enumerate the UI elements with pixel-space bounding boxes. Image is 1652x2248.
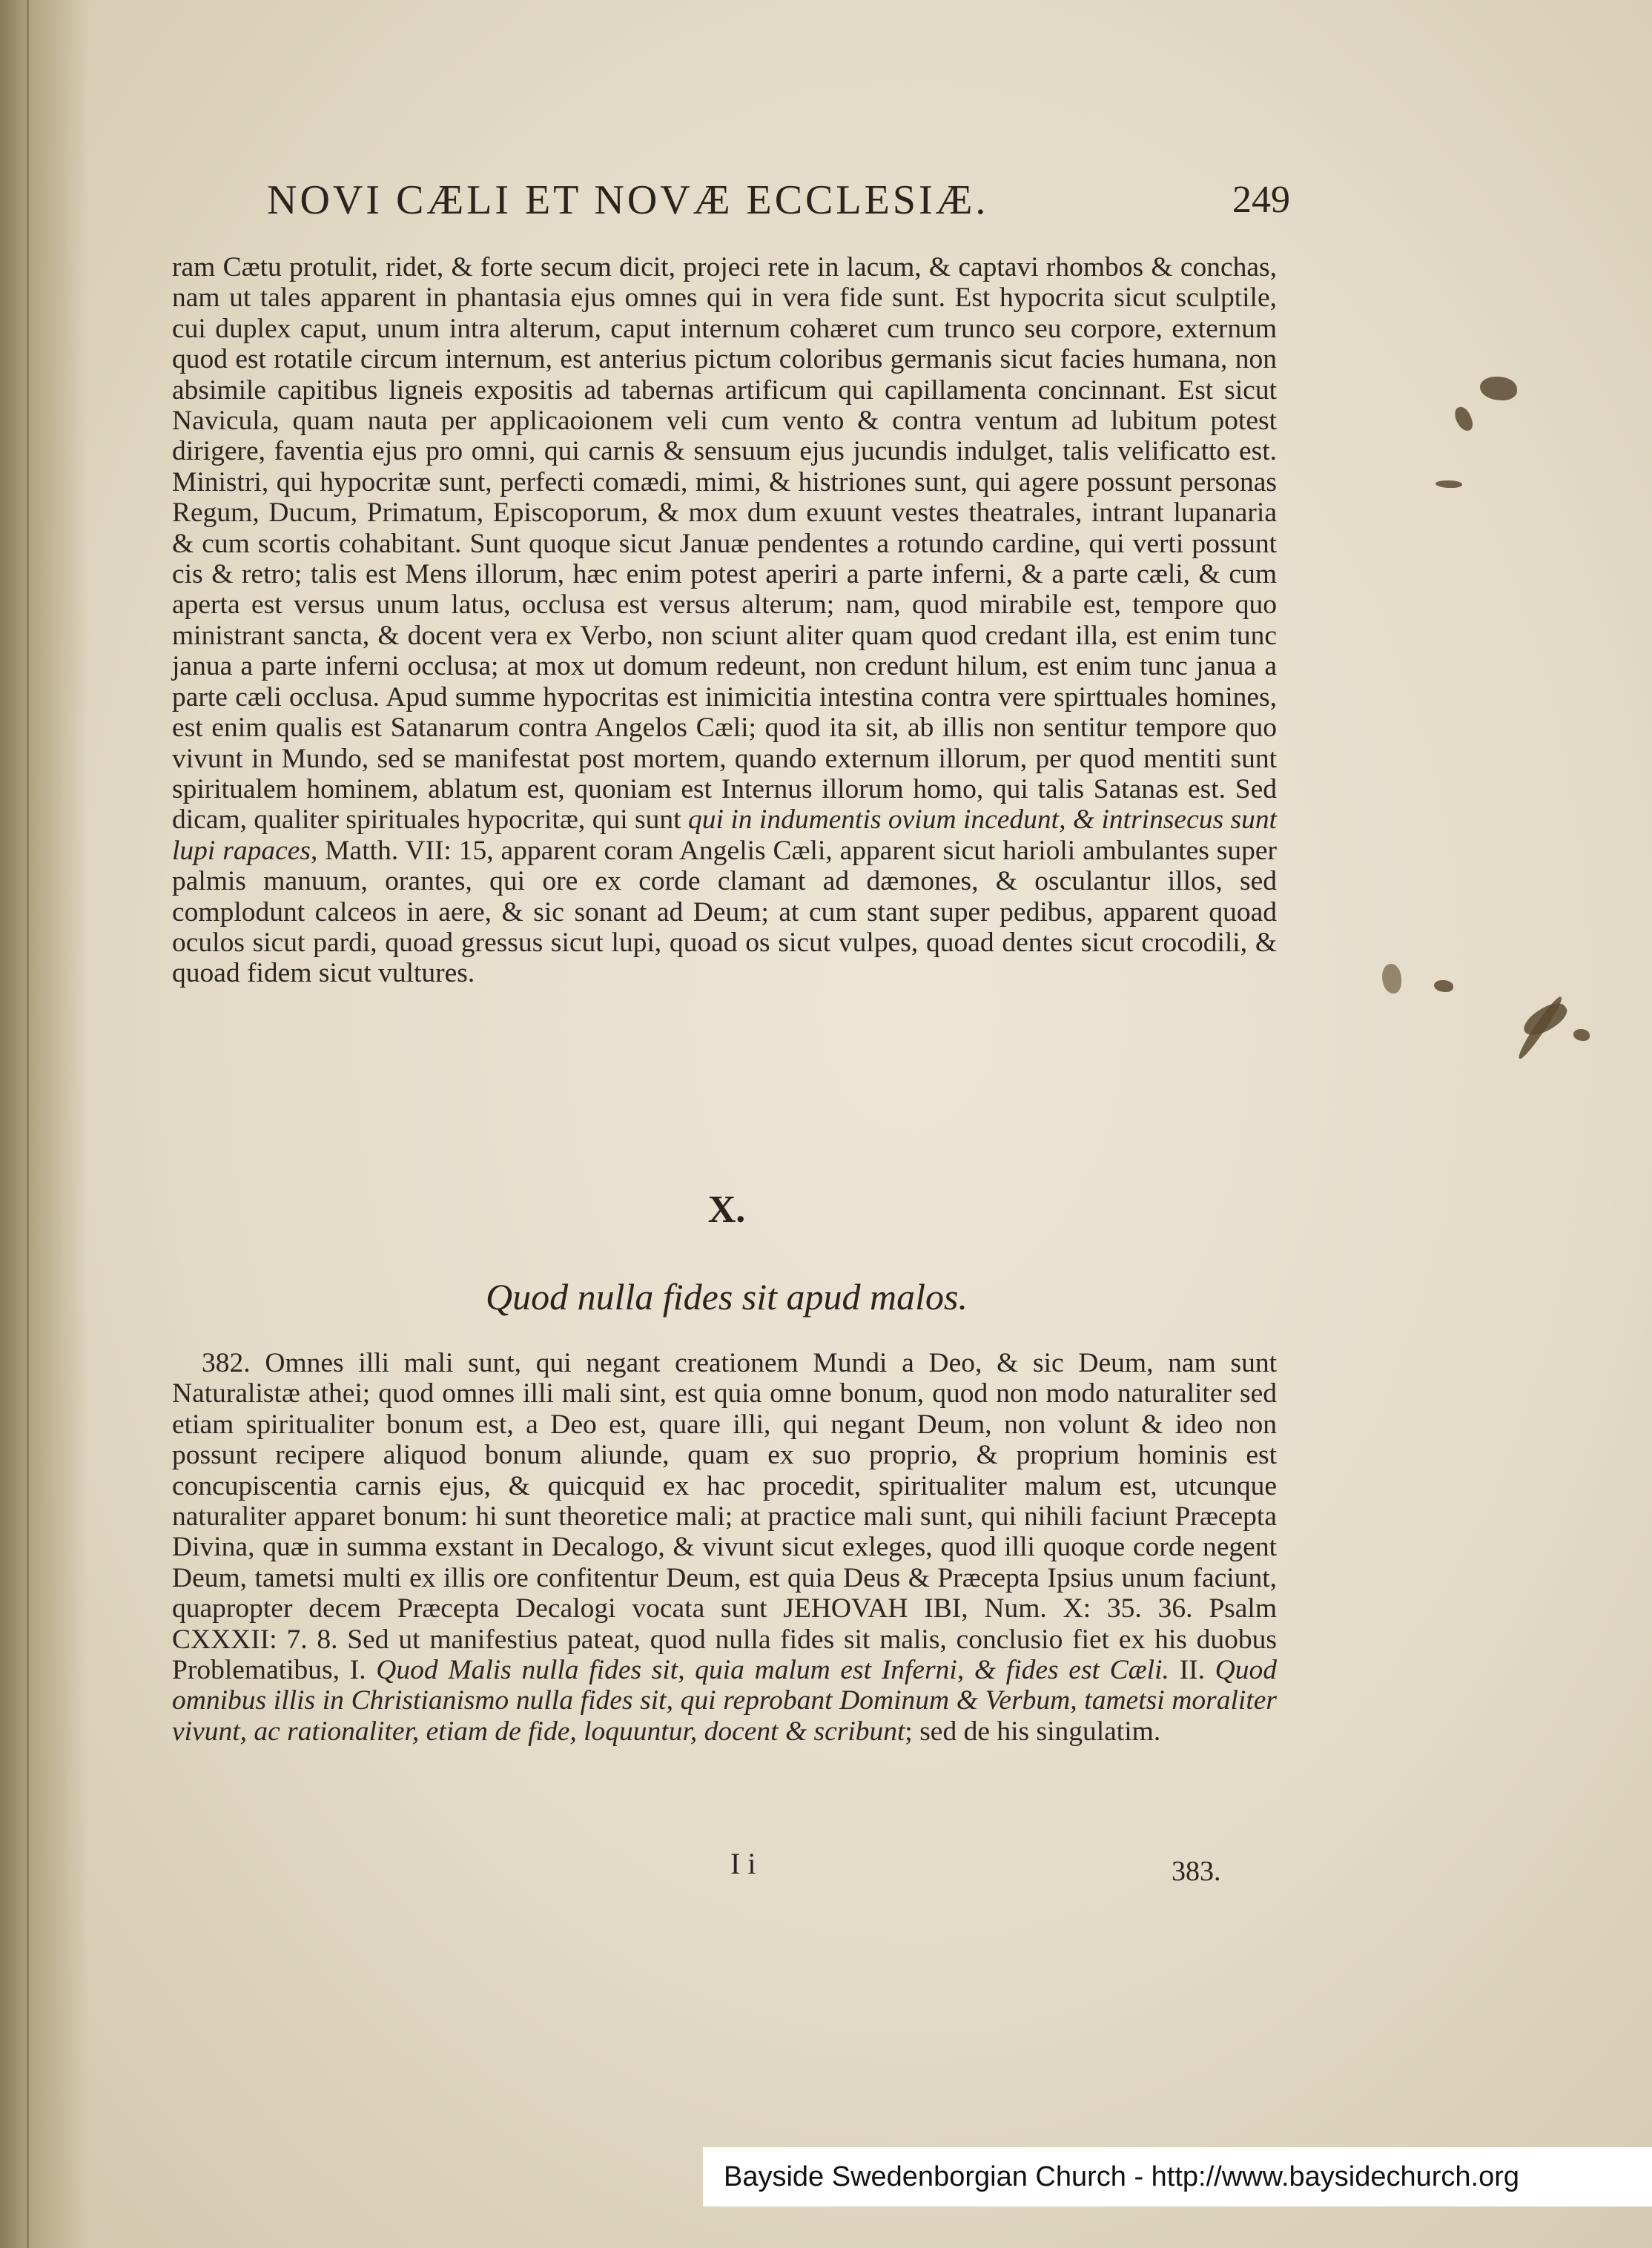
text-segment: , Matth. VII: 15, apparent coram Angelis Cæli, apparent sicut harioli ambulantes super palmis manuum, orantes, qui ore ex corde clamant ad dæmones, & osculantur illos, sed complodunt calceos in aere, & sic sonant ad Deum; at cum stant super pedibus, apparent quoad oculos sicut pardi, quoad gressus sicut lupi, quoad os sicut vulpes, quoad dentes sicut crocodili, & quoad fidem sicut vultures.: [172, 835, 1277, 989]
ink-stain: [1573, 1029, 1590, 1041]
italic-problem-1: Quod Malis nulla fides sit, quia malum est Inferni, & fides est Cæli.: [376, 1655, 1169, 1686]
ink-stain: [1382, 964, 1401, 994]
italic-problem-2: Quod omnibus illis in Christianismo nulla fides sit, qui reprobant Dominum & Verbum, tametsi moraliter vivunt, ac rationaliter, etiam de fide, loquuntur, docent & scribunt: [172, 1655, 1278, 1747]
watermark-banner: [703, 2147, 1652, 2206]
ink-stain: [1480, 377, 1517, 400]
ink-stain: [1453, 405, 1475, 434]
paragraph-382: [172, 1348, 1277, 1747]
paragraph-continued: [172, 252, 1277, 989]
text-segment: ram Cætu protulit, ridet, & forte secum dicit, projeci rete in lacum, & captavi rhombos & conchas, nam ut tales apparent in phantasia ejus omnes qui in vera fide sunt. Est hypocrita sicut sculptile, cui duplex caput, unum intra alterum, caput internum cohæret cum trunco seu corpore, externum quod est rotatile circum internum, est anterius pictum coloribus germanis sicut facies humana, non absimile capitibus ligneis expositis ad tabernas artificum qui capillamenta concinnant. Est sicut Navicula, quam nauta per applicaoionem veli cum vento & contra ventum ad lubitum potest dirigere, faventia ejus pro omni, qui carnis & sensuum ejus jucundis indulget, talis velificatto est. Ministri, qui hypocritæ sunt, perfecti comædi, mimi, & histriones sunt, qui agere possunt personas Regum, Ducum, Primatum, Episcoporum, & mox dum exuunt vestes theatrales, intrant lupanaria & cum scortis cohabitant. Sunt quoque sicut Januæ pendentes a rotundo cardine, qui verti possunt cis & retro; talis est Mens illorum, hæc enim potest aperiri a parte inferni, & a parte cæli, & cum aperta est versus unum latus, occlusa est versus alterum; nam, quod mirabile est, tempore quo ministrant sancta, & docent vera ex Verbo, non sciunt aliter quam quod credant illa, est enim tunc janua a parte inferni occlusa; at mox ut domum redeunt, non credunt hilum, est enim tunc janua a parte cæli occlusa. Apud summe hypocritas est inimicitia intestina contra vere spirttuales homines, est enim qualis est Satanarum contra Angelos Cæli; quod ita sit, ab illis non sentitur tempore quo vivunt in Mundo, sed se manifestat post mortem, quando externum illorum, per quod mentiti sunt spiritualem hominem, ablatum est, quoniam est Internus illorum homo, qui talis Satanas est. Sed dicam, qualiter spirituales hypocritæ, qui sunt: [172, 252, 1277, 836]
gutter-shadow: [0, 0, 89, 2248]
ink-stain: [1515, 994, 1566, 1061]
page-header: [267, 176, 1290, 236]
text-segment: 382. Omnes illi mali sunt, qui negant creationem Mundi a Deo, & sic Deum, nam sunt Naturalistæ athei; quod omnes illi mali sint, est quia omne bonum, quod non modo naturaliter sed etiam spiritualiter bonum est, a Deo est, quare illi, qui negant Deum, non volunt & ideo non possunt recipere aliquod bonum aliunde, quam ex suo proprio, & proprium hominis est concupiscentia carnis ejus, & quicquid ex hac procedit, spiritualiter malum est, utcunque naturaliter apparet bonum: hi sunt theoretice mali; at practice mali sunt, qui nihili faciunt Præcepta Divina, quæ in summa exstant in Decalogo, & vivunt sicut exleges, quod illi quoque corde negent Deum, tametsi multi ex illis ore confitentur Deum, est quia Deus & Præcepta Ipsius unum faciunt, quapropter decem Præcepta Decalogi vocata sunt JEHOVAH IBI, Num. X: 35. 36. Psalm CXXXII: 7. 8. Sed ut manifestius pateat, quod nulla fides sit malis, conclusio fiet ex his duobus Problematibus, I.: [172, 1348, 1277, 1686]
section-numeral: X.: [707, 1189, 746, 1231]
ink-stain: [1434, 980, 1453, 992]
text-segment: ; sed de his singulatim.: [905, 1716, 1161, 1747]
text-segment: II.: [1169, 1655, 1215, 1686]
italic-quotation: qui in indumentis ovium incedunt, & intrinsecus sunt lupi rapaces: [172, 804, 1277, 866]
running-title: NOVI CÆLI ET NOVÆ ECCLESIÆ.: [267, 177, 989, 223]
section-heading: Quod nulla fides sit apud malos.: [485, 1276, 968, 1318]
ink-stain: [1435, 480, 1462, 488]
gutter-line: [27, 0, 29, 2248]
watermark-text: Bayside Swedenborgian Church - http://www.baysidechurch.org: [724, 2161, 1520, 2192]
catchword: 383.: [1172, 1856, 1221, 1887]
signature-mark: I i: [730, 1847, 756, 1880]
page-number: 249: [1232, 179, 1290, 221]
